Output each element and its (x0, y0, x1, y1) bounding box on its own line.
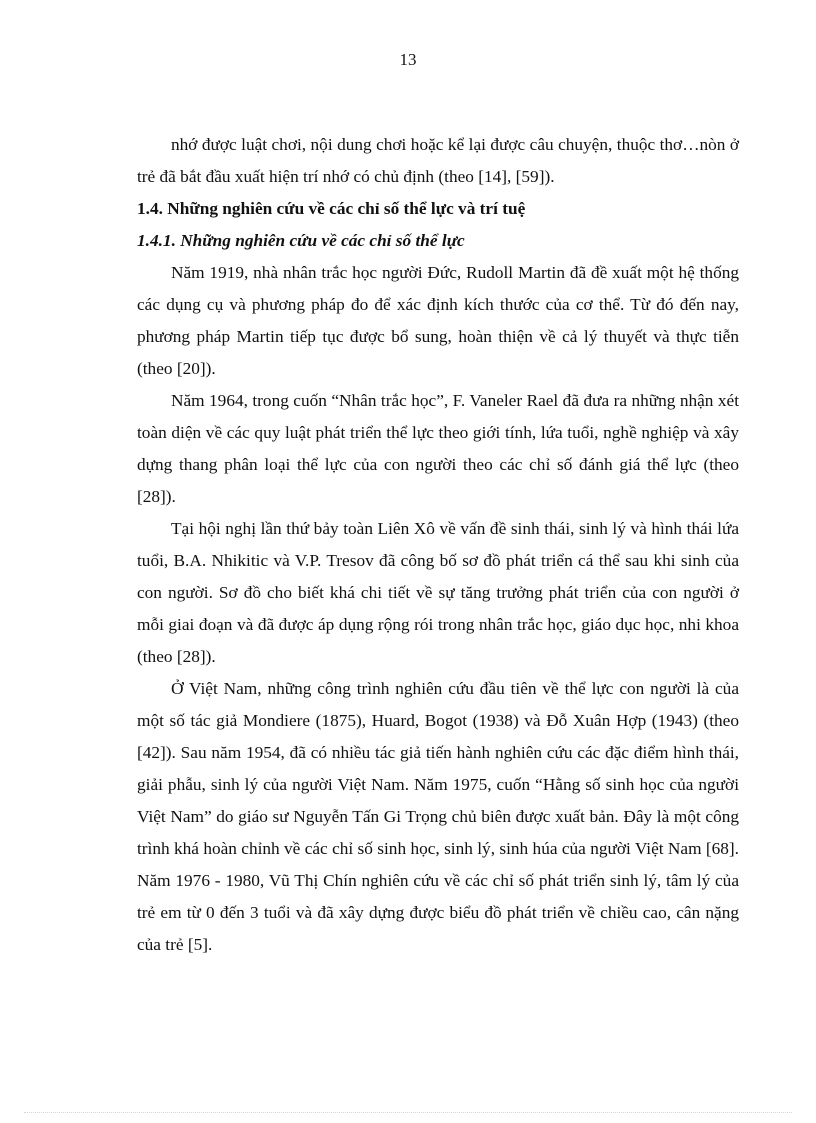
document-body (137, 129, 739, 961)
paragraph-continuation: nhớ được luật chơi, nội dung chơi hoặc kể lại được câu chuyện, thuộc thơ…nòn ở trẻ đã bắt đầu xuất hiện trí nhớ có chủ định (theo [14], [59]). (137, 135, 739, 186)
paragraph-martin: Năm 1919, nhà nhân trắc học người Đức, Rudoll Martin đã đề xuất một hệ thống các dụng cụ và phương pháp đo để xác định kích thước của cơ thể. Từ đó đến nay, phương pháp Martin tiếp tục được bổ sung, hoàn thiện về cả lý thuyết và thực tiễn (theo [20]). (137, 263, 739, 378)
footer-divider (24, 1112, 792, 1113)
paragraph-vaneler-rael: Năm 1964, trong cuốn “Nhân trắc học”, F. Vaneler Rael đã đưa ra những nhận xét toàn diện về các quy luật phát triển thể lực theo giới tính, lứa tuổi, nghề nghiệp và xây dựng thang phân loại thể lực của con người theo các chỉ số đánh giá thể lực (theo [28]). (137, 391, 739, 506)
section-heading-1-4: 1.4. Những nghiên cứu về các chỉ số thể lực và trí tuệ (137, 199, 526, 218)
paragraph-vietnam-research: Ở Việt Nam, những công trình nghiên cứu đầu tiên về thể lực con người là của một số tác giả Mondiere (1875), Huard, Bogot (1938) và Đỗ Xuân Hợp (1943) (theo [42]). Sau năm 1954, đã có nhiều tác giả tiến hành nghiên cứu các đặc điểm hình thái, giải phẫu, sinh lý của người Việt Nam. Năm 1975, cuốn “Hằng số sinh học của người Việt Nam” do giáo sư Nguyễn Tấn Gi Trọng chủ biên được xuất bản. Đây là một công trình khá hoàn chỉnh về các chỉ số sinh học, sinh lý, sinh húa của người Việt Nam [68]. Năm 1976 - 1980, Vũ Thị Chín nghiên cứu về các chỉ số phát triển sinh lý, tâm lý của trẻ em từ 0 đến 3 tuổi và đã xây dựng được biểu đồ phát triển về chiều cao, cân nặng của trẻ [5]. (137, 679, 739, 954)
subsection-heading-1-4-1: 1.4.1. Những nghiên cứu về các chỉ số thể lực (137, 231, 465, 250)
page-number: 13 (399, 50, 417, 69)
paragraph-soviet-conference: Tại hội nghị lần thứ bảy toàn Liên Xô về vấn đề sinh thái, sinh lý và hình thái lứa tuổi, B.A. Nhikitic và V.P. Tresov đã công bố sơ đồ phát triển cá thể sau khi sinh của con người. Sơ đồ cho biết khá chi tiết về sự tăng trưởng phát triển của con người ở mỗi giai đoạn và đã được áp dụng rộng rói trong nhân trắc học, giáo dục học, nhi khoa (theo [28]). (137, 519, 739, 666)
